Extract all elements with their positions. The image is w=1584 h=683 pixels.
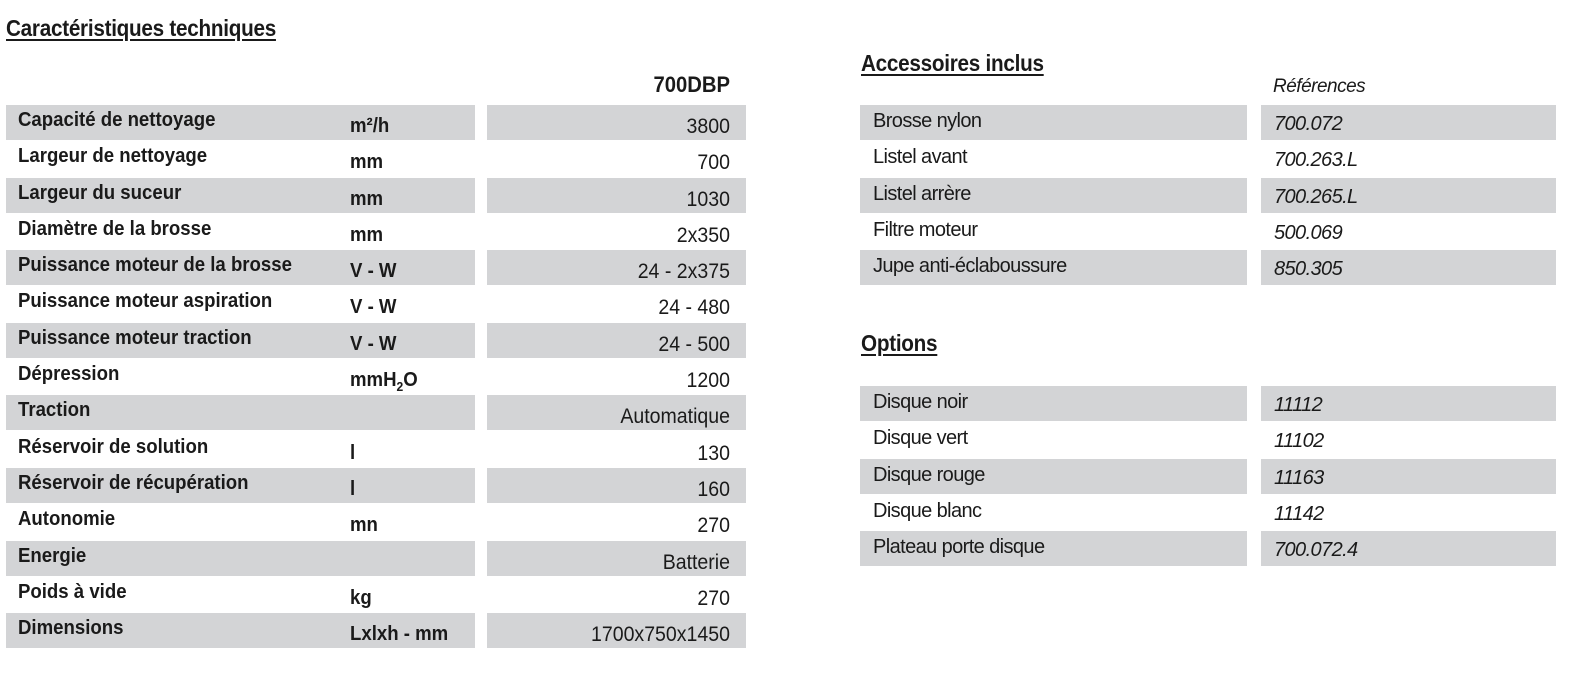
accessories-reference: 700.263.L [1274,149,1358,172]
spec-label: Puissance moteur aspiration [18,290,273,313]
spec-label: Réservoir de récupération [18,471,249,494]
options-reference: 700.072.4 [1274,539,1358,562]
accessories-name: Jupe anti-éclaboussure [873,255,1067,278]
spec-unit: m²/h [350,115,390,137]
spec-label: Largeur du suceur [18,181,182,204]
spec-value: 700 [697,151,730,175]
spec-unit: l [350,441,356,464]
options-reference: 11112 [1274,394,1323,416]
spec-label: Diamètre de la brosse [18,217,212,240]
accessories-table [0,105,1584,286]
accessories-row [0,250,1584,286]
spec-label: Puissance moteur traction [18,326,252,349]
options-row [0,531,1584,567]
model-header: 700DBP [653,72,730,97]
options-row [0,459,1584,495]
spec-label: Réservoir de solution [18,435,209,458]
accessories-section-title: Accessoires inclus [861,50,1044,76]
spec-label: Autonomie [18,508,116,531]
options-reference: 11102 [1274,430,1324,453]
spec-unit: V - W [350,296,397,319]
accessories-row [0,178,1584,214]
accessories-reference: 500.069 [1274,221,1343,244]
spec-label: Puissance moteur de la brosse [18,254,292,277]
spec-label: Traction [18,399,91,422]
accessories-reference: 700.265.L [1274,185,1358,208]
options-table [0,386,1584,567]
spec-unit: V - W [350,260,397,283]
spec-value: 24 - 500 [658,332,730,356]
spec-unit: kg [350,586,372,609]
spec-value: 24 - 2x375 [637,260,730,284]
accessories-name: Listel avant [873,146,967,169]
spec-value: 1030 [686,187,730,211]
options-section-title: Options [861,330,938,356]
options-name: Disque noir [873,391,968,413]
options-row [0,422,1584,458]
spec-unit: V - W [350,332,397,355]
spec-label: Energie [18,544,87,567]
spec-label: Capacité de nettoyage [18,109,216,131]
spec-value: 160 [697,477,730,501]
spec-value: 270 [697,514,730,538]
references-header: Références [1273,76,1366,97]
options-name: Disque blanc [873,499,982,522]
options-name: Plateau porte disque [873,536,1045,559]
spec-unit: mm [350,187,384,210]
spec-value: Automatique [620,405,730,429]
spec-value: 1200 [686,369,730,393]
spec-value: 1700x750x1450 [590,623,730,647]
spec-label: Dépression [18,363,120,386]
accessories-row [0,141,1584,177]
spec-unit: mm [350,223,384,246]
spec-unit-main: mmH [350,369,397,392]
spec-unit: Lxlxh - mm [350,623,449,646]
accessories-name: Brosse nylon [873,110,982,132]
options-reference: 11163 [1274,466,1324,489]
accessories-reference: 850.305 [1274,258,1343,281]
accessories-name: Listel arrère [873,182,971,205]
spec-unit: mn [350,514,378,537]
spec-value: 2x350 [676,223,730,247]
options-row [0,495,1584,531]
spec-unit: mm [350,151,384,174]
spec-unit: l [350,477,356,500]
spec-label: Largeur de nettoyage [18,145,208,168]
options-reference: 11142 [1274,502,1324,525]
spec-section-title: Caractéristiques techniques [6,15,276,41]
options-name: Disque vert [873,427,968,450]
spec-value: Batterie [662,550,730,574]
spec-value: 270 [697,586,730,610]
accessories-row [0,214,1584,250]
accessories-reference: 700.072 [1274,113,1343,135]
spec-unit-subscript: 2 [396,379,404,395]
spec-label: Poids à vide [18,580,127,603]
accessories-row [0,105,1584,141]
options-name: Disque rouge [873,463,985,486]
options-row [0,386,1584,422]
spec-value: 130 [697,441,730,465]
spec-value: 3800 [686,115,730,138]
spec-value: 24 - 480 [658,296,730,320]
accessories-name: Filtre moteur [873,218,978,241]
spec-unit-after: O [403,369,418,392]
spec-label: Dimensions [18,617,124,640]
